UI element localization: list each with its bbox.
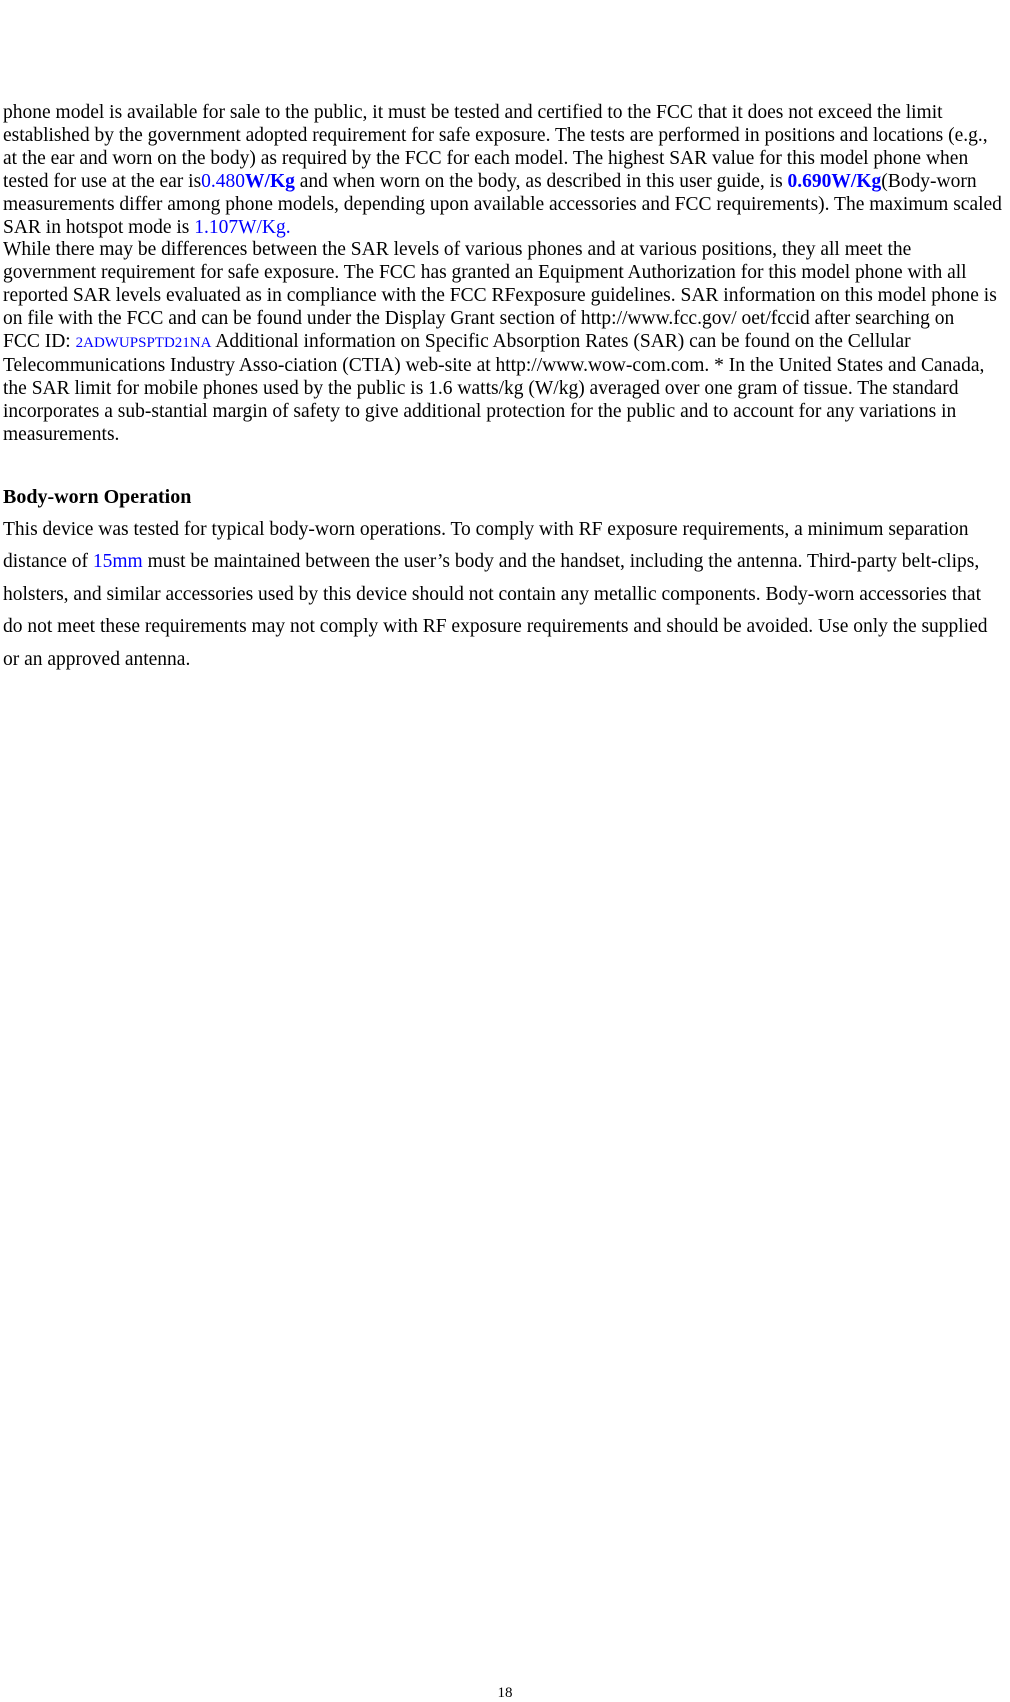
after-body-text: (Body-worn measurements differ among phone models, depending upon available accessories and FCC requirements). The maximum scaled SAR in hotspot mode is (3, 170, 1002, 238)
fccid-label: FCC ID: (3, 331, 76, 353)
sar-intro-text: phone model is available for sale to the public, it must be tested and certified to the FCC that it does not exceed the limit established by the government adopted requirement for safe exposure. The tests are performed in positions and locations (e.g., at the ear and worn on the body) as required by the FCC for each model. The highest SAR value for this model phone when tested for use at the ear is (3, 102, 988, 192)
body-worn-text-before: This device was tested for typical body-worn operations. To comply with RF exposure requirements, a minimum separation distance of (3, 518, 969, 573)
after-ear-text: and when worn on the body, as described in this user guide, is (294, 170, 788, 192)
page-number: 18 (497, 1685, 513, 1701)
body-worn-text-after: must be maintained between the user’s body and the handset, including the antenna. Third-party belt-clips, holsters, and similar accessories used by this device should not contain any metallic components. Body-worn accessories that do not meet these requirements may not comply with RF exposure requirements and should be avoided. Use only the supplied or an approved antenna. (3, 551, 988, 670)
body-worn-paragraph (3, 514, 1003, 677)
hotspot-sar-value: 1.107W/Kg. (194, 216, 291, 238)
after-hotspot-text: While there may be differences between the SAR levels of various phones and at various positions, they all meet the government requirement for safe exposure. The FCC has granted an Equipment Authorization for this model phone with all reported SAR levels evaluated as in compliance with the FCC RFexposure guidelines. SAR information on this model phone is on file with the FCC and can be found under the Display Grant section of http://www.fcc.gov/ oet/fccid after searching on (3, 239, 997, 330)
fccid-code: 2ADWUPSPTD21NA (75, 335, 212, 352)
body-worn-heading: Body-worn Operation (3, 485, 192, 508)
closing-text: Additional information on Specific Absorption Rates (SAR) can be found on the Cellular Telecommunications Industry Asso-ciation (CTIA) web-site at http://www.wow-com.com. * In the United States and Canada, the SAR limit for mobile phones used by the public is 1.6 watts/kg (W/kg) averaged over one gram of tissue. The standard incorporates a sub-stantial margin of safety to give additional protection for the public and to account for any variations in measurements. (3, 331, 985, 445)
separation-distance: 15mm (92, 551, 143, 573)
ear-sar-value: 0.480 (201, 170, 246, 192)
sar-paragraph (3, 102, 1003, 447)
body-sar-value: 0.690W/Kg (787, 170, 882, 192)
page-content (3, 102, 1003, 677)
ear-sar-unit: W/Kg (245, 170, 295, 192)
